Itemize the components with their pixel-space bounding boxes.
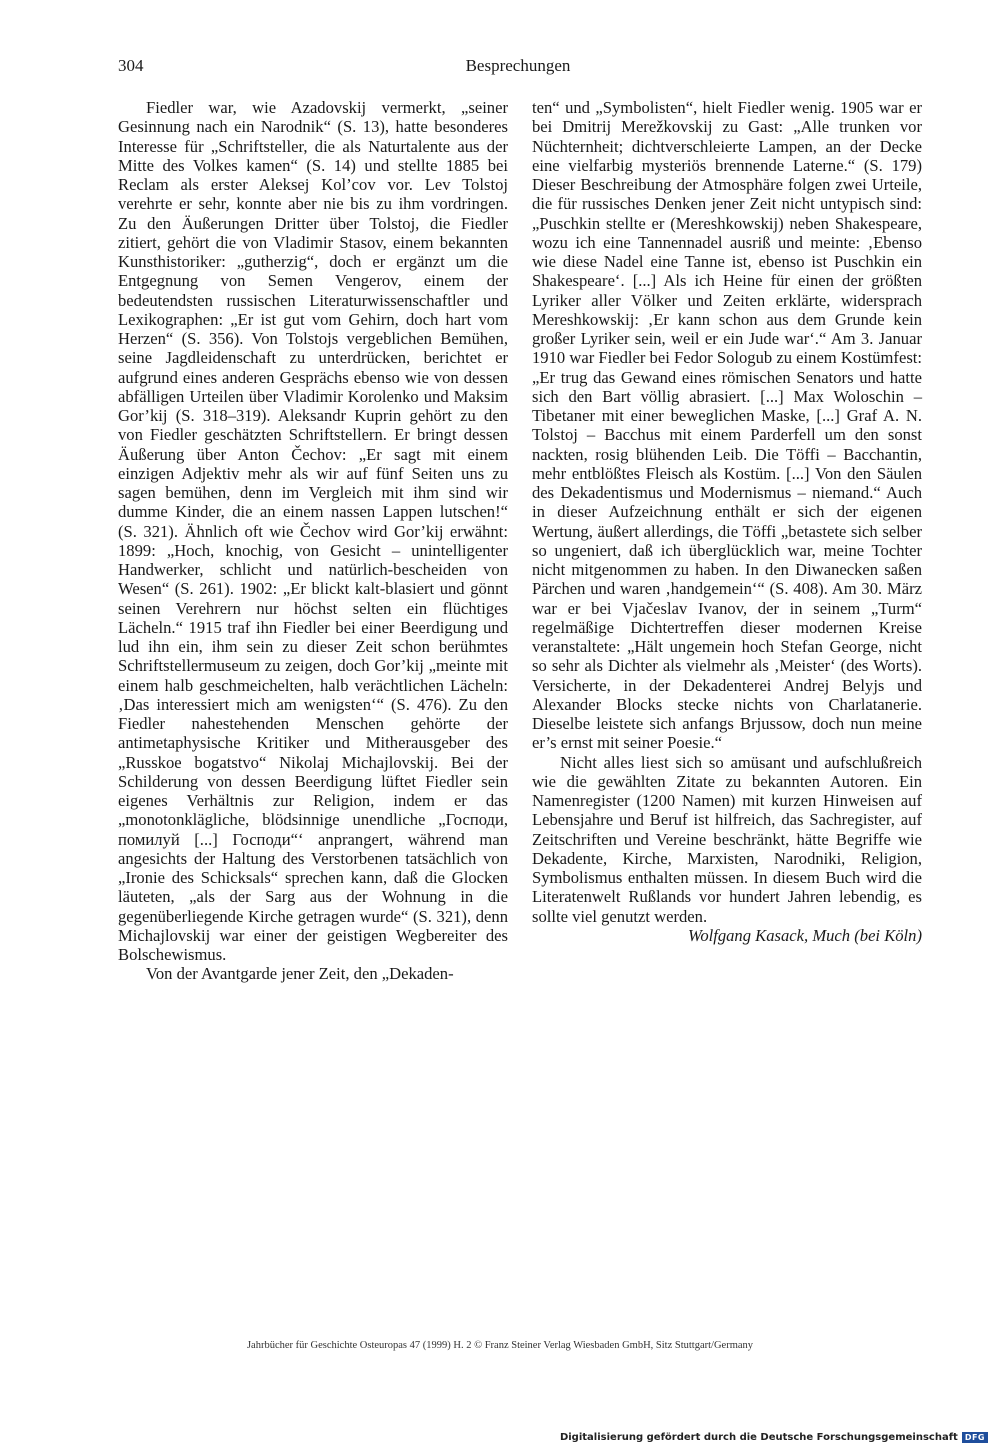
article-body (118, 98, 920, 1138)
digitization-text: Digitalisierung gefördert durch die Deutsche Forschungsgemeinschaft (559, 1432, 958, 1443)
digitization-notice (560, 1432, 988, 1443)
running-head: Besprechungen (465, 56, 571, 75)
dfg-logo-icon: DFG (962, 1432, 988, 1443)
page-header (118, 56, 918, 82)
author-signature: Wolfgang Kasack, Much (bei Köln) (688, 925, 922, 945)
left-column (118, 98, 508, 984)
paragraph: ten“ und „Symbolisten“, hielt Fiedler wenig. 1905 war er bei Dmitrij Merežkovskij zu Gast: „Alle trunken vor Nüchternheit; dichtverschleierte Lampen, an der Decke eine vielfarbig mysteriös brennende Laterne.“ (S. 179) Dieser Beschreibung der Atmosphäre folgen zwei Urteile, die für russisches Denken jener Zeit nicht untypisch sind: „Puschkin stellte er (Mereshkowskij) neben Shakespeare, wozu ich eine Tannennadel ausriß und meinte: ‚Ebenso wie diese Nadel eine Tanne ist, ebenso ist Puschkin ein Shakespeare‘. [...] Als ich Heine für einen der größten Lyriker aller Völker und Zeiten erklärte, widersprach Mereshkowskij: ‚Er kann schon aus dem Grunde kein großer Lyriker sein, weil er ein Jude war‘.“ Am 3. Januar 1910 war Fiedler bei Fedor Sologub zu einem Kostümfest: „Er trug das Gewand eines römischen Senators und hatte sich den Bart völlig abrasiert. [...] Max Woloschin – Tibetaner mit einer beweglichen Maske, [...] Graf A. N. Tolstoj – Bacchus mit einem Parderfell um den sonst nackten, rosig blühenden Leib. Die Töffi – Bacchantin, mehr entblößtes Fleisch als Kostüm. [...] Von den Säulen des Dekadentismus und Modernismus – niemand.“ Auch in dieser Aufzeichnung enthält er sich der eigenen Wertung, äußert allerdings, die Töffi „betastete sich selber so ungeniert, daß ich überglücklich war, meine Tochter nicht mitgenommen zu haben. In den Diwanecken saßen Pärchen und waren ‚handgemein‘“ (S. 408). Am 30. März war er bei Vjačeslav Ivanov, der in seinem „Turm“ regelmäßige Dichtertreffen dieser modernen Kreise veranstaltete: „Hält ungemein hoch Stefan George, nicht so sehr als Dichter als vielmehr als ‚Meister‘ (des Worts). Versicherte, in der Dekadenterei Andrej Belyjs und Alexander Blocks stecke nichts von Charlatanerie. Dieselbe leistete sich anfangs Brjussow, doch nun meine er’s ernst mit seiner Poesie.“ (532, 98, 922, 753)
paragraph: Nicht alles liest sich so amüsant und aufschlußreich wie die gewählten Zitate zu bekannten Autoren. Ein Namenregister (1200 Namen) mit kurzen Hinweisen auf Lebensjahre und Beruf ist hilfreich, das Sachregister, auf Zeitschriften und Vereine beschränkt, hätte Begriffe wie Dekadente, Kirche, Marxisten, Narodniki, Religion, Symbolismus enthalten müssen. In diesem Buch wird die Literatenwelt Rußlands vor hundert Jahren lebendig, es sollte viel genutzt werden. (532, 752, 922, 926)
paragraph: Von der Avantgarde jener Zeit, den „Dekaden- (146, 964, 454, 984)
right-column (532, 98, 922, 945)
journal-citation: Jahrbücher für Geschichte Osteuropas 47 (1999) H. 2 © Franz Steiner Verlag Wiesbaden GmbH, Sitz Stuttgart/Germany (246, 1340, 754, 1351)
paragraph: Fiedler war, wie Azadovskij vermerkt, „seiner Gesinnung nach ein Narodnik“ (S. 13), hatte besonderes Interesse für „Schriftsteller, die als Naturtalente aus der Mitte des Volkes kamen“ (S. 14) und stellte 1885 bei Reclam als erster Aleksej Kol’cov vor. Lev Tolstoj verehrte er sehr, konnte aber nie bis zu ihm vordringen. Zu den Äußerungen Dritter über Tolstoj, die Fiedler zitiert, gehört die von Vladimir Stasov, einem bekannten Kunsthistoriker: „gutherzig“, doch er ergänzt um die Entgegnung von Semen Vengerov, einem der bedeutendsten russischen Literaturwissenschaftler und Lexikographen: „Er ist gut vom Gehirn, doch hart vom Herzen“ (S. 356). Von Tolstojs vergeblichen Bemühen, seine Jagdleidenschaft zu unterdrücken, berichtet er aufgrund eines anderen Gesprächs ebenso wie von dessen abfälligen Urteilen über Vladimir Korolenko und Maksim Gor’kij (S. 318–319). Aleksandr Kuprin gehört zu den von Fiedler geschätzten Schriftstellern. Er bringt dessen Äußerung über Anton Čechov: „Er sagt mit einem einzigen Adjektiv mehr als wir auf fünf Seiten uns zu sagen bemühen, denn im Vergleich mit ihm sind wir dumme Kinder, die an einem nassen Lappen lutschen!“ (S. 321). Ähnlich oft wie Čechov wird Gor’kij erwähnt: 1899: „Hoch, knochig, von Gesicht – unintelligenter Handwerker, schlicht und natürlich-bescheiden von Wesen“ (S. 261). 1902: „Er blickt kalt-blasiert und gönnt seinen Verehrern nur höchst selten ein flüchtiges Lächeln.“ 1915 traf ihn Fiedler bei einer Beerdigung und lud ihn ein, ihm sein zu dieser Zeit schon berühmtes Schriftstellermuseum zu zeigen, doch Gor’kij „meinte mit einem halb geschmeichelten, halb verächtlichen Lächeln: ‚Das interessiert mich am wenigsten‘“ (S. 476). Zu den Fiedler nahestehenden Menschen gehörte der antimetaphysische Kritiker und Mitherausgeber des „Russkoe bogatstvo“ Nikolaj Michajlovskij. Bei der Schilderung von dessen Beerdigung lüftet Fiedler sein eigenes Verhältnis zur Religion, indem er das „monotonklägliche, blödsinnige unendliche „Господи, помилуй [...] Господи“‘ anprangert, während man angesichts der Haltung des Verstorbenen tatsächlich von „Ironie des Schicksals“ sprechen kann, daß die Glocken läuteten, „als der Sarg aus der Wohnung in die gegenüberliegende Kirche getragen wurde“ (S. 321), denn Michajlovskij war einer der geistigen Wegbereiter des Bolschewismus. (118, 98, 508, 964)
page-number: 304 (118, 56, 144, 75)
